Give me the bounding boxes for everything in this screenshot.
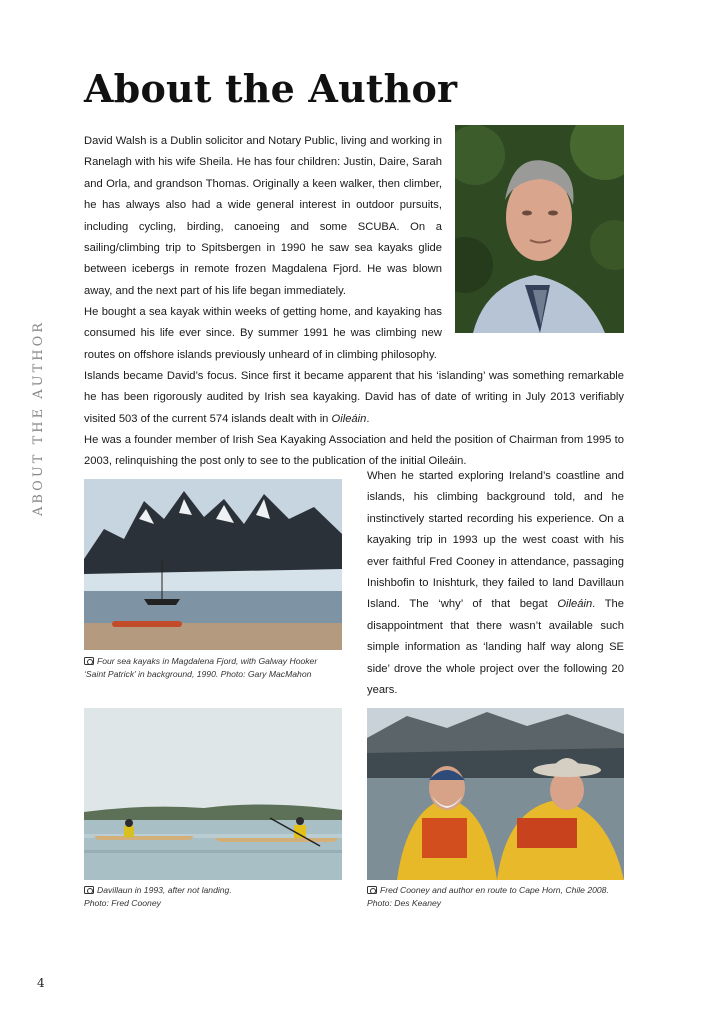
- camera-icon: [84, 886, 94, 894]
- bio-paragraph-2: He bought a sea kayak within weeks of getting home, and kayaking has consumed his life ever since. By summer 1991 he was climbing new routes on offshore islands previously unheard of in climbing philosophy.: [84, 306, 442, 361]
- bio-paragraph-1: David Walsh is a Dublin solicitor and Notary Public, living and working in Ranelagh with his wife Sheila. He has four children: Justin, Daire, Sarah and Orla, and grandson Thomas. Originally a keen walker, then climber, he has always also had a wide general interest in outdoor pursuits, including cycling, birding, canoeing and some SCUBA. On a sailing/climbing trip to Spitsbergen in 1990 he saw sea kayaks glide between icebergs in remote frozen Magdalena Fjord. He was blown away, and the next part of his life began immediately.: [84, 135, 442, 297]
- camera-icon: [367, 886, 377, 894]
- author-portrait-photo: [455, 125, 624, 333]
- davillaun-kayakers-photo: [84, 708, 342, 880]
- section-side-label: ABOUT THE AUTHOR: [31, 319, 46, 516]
- page-number: 4: [37, 976, 45, 990]
- cape-horn-photo-caption: Fred Cooney and author en route to Cape Horn, Chile 2008. Photo: Des Keaney: [367, 885, 609, 908]
- fjord-kayaks-photo: [84, 479, 342, 650]
- bio-paragraph-3: Islands became David’s focus. Since first it became apparent that his ‘islanding’ was something remarkable he has been rigorously audited by Irish sea kayaking. David has of date of writing in July 2013 verifiably visited 503 of the current 574 islands dealt with in Oileáin.: [84, 370, 624, 425]
- bio-paragraph-5: When he started exploring Ireland’s coastline and islands, his climbing background told, and he instinctively started recording his experience. On a kayaking trip in 1993 up the west coast with his ever faithful Fred Cooney in attendance, passaging Inishbofin to Inishturk, they failed to land Davillaun Island. The ‘why’ of that begat Oileáin. The disappointment that there wasn’t available such simple information as ‘landing half way along SE side’ drove the whole project over the following 20 years.: [367, 470, 624, 697]
- cape-horn-kayakers-photo: [367, 708, 624, 880]
- davillaun-photo-caption: Davillaun in 1993, after not landing. Photo: Fred Cooney: [84, 885, 232, 908]
- page-title: About the Author: [84, 66, 458, 111]
- camera-icon: [84, 657, 94, 665]
- bio-paragraph-4: He was a founder member of Irish Sea Kayaking Association and held the position of Chairman from 1995 to 2003, relinquishing the post only to see to the publication of the initial Oileáin.: [84, 434, 624, 468]
- fjord-photo-caption: Four sea kayaks in Magdalena Fjord, with Galway Hooker ‘Saint Patrick’ in background, 1990. Photo: Gary MacMahon: [84, 656, 318, 679]
